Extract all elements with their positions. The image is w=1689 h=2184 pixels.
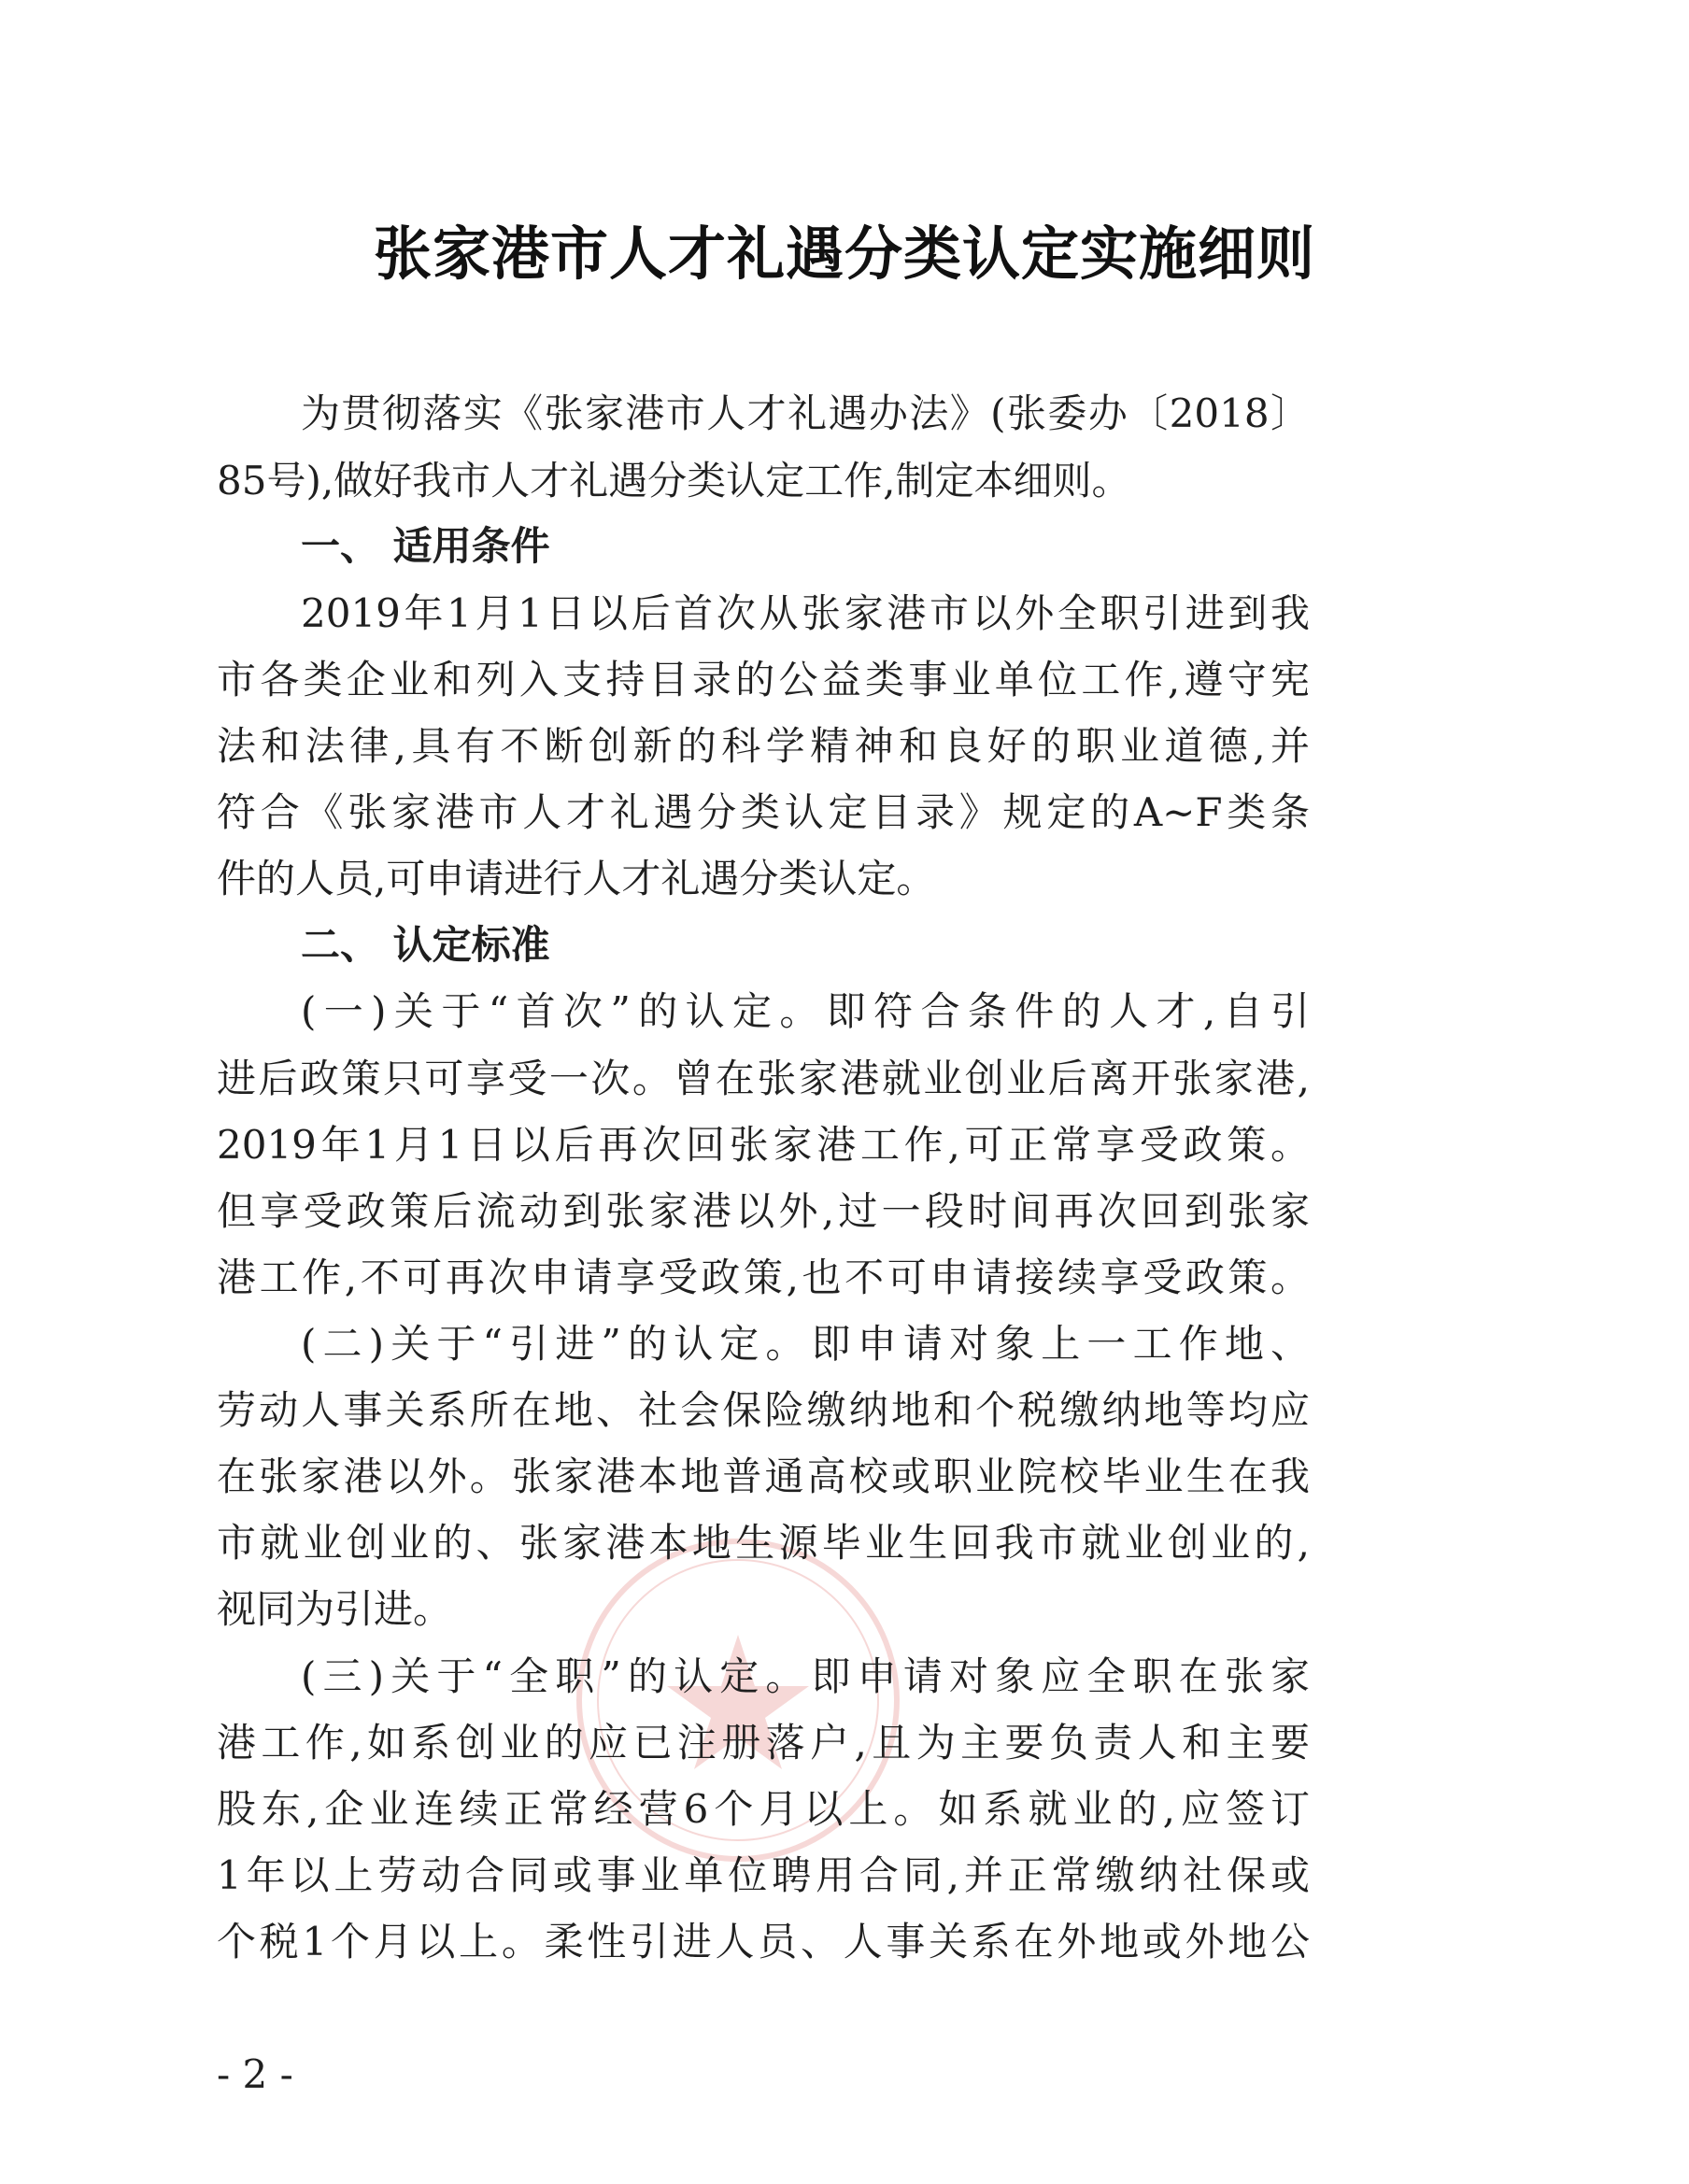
paragraph-line: 进后政策只可享受一次。曾在张家港就业创业后离开张家港, bbox=[217, 1056, 1310, 1101]
paragraph-line: 在张家港以外。张家港本地普通高校或职业院校毕业生在我 bbox=[217, 1454, 1310, 1499]
document-title: 张家港市人才礼遇分类认定实施细则 bbox=[373, 220, 1315, 288]
paragraph-line: 法和法律,具有不断创新的科学精神和良好的职业道德,并 bbox=[217, 723, 1310, 769]
paragraph-line: 1年以上劳动合同或事业单位聘用合同,并正常缴纳社保或 bbox=[217, 1852, 1310, 1898]
section-heading: 二、 认定标准 bbox=[301, 922, 550, 968]
paragraph-line: 劳动人事关系所在地、社会保险缴纳地和个税缴纳地等均应 bbox=[217, 1387, 1310, 1433]
paragraph-line: (三)关于“全职”的认定。即申请对象应全职在张家 bbox=[301, 1653, 1310, 1699]
paragraph-line: (一)关于“首次”的认定。即符合条件的人才,自引 bbox=[301, 988, 1310, 1034]
paragraph-line: 市就业创业的、张家港本地生源毕业生回我市就业创业的, bbox=[217, 1520, 1310, 1566]
paragraph-line: 2019年1月1日以后首次从张家港市以外全职引进到我 bbox=[301, 590, 1310, 636]
paragraph-line: 但享受政策后流动到张家港以外,过一段时间再次回到张家 bbox=[217, 1188, 1310, 1234]
paragraph-line: 视同为引进。 bbox=[217, 1586, 453, 1632]
paragraph-line: 个税1个月以上。柔性引进人员、人事关系在外地或外地公 bbox=[217, 1919, 1310, 1964]
paragraph-line: 2019年1月1日以后再次回张家港工作,可正常享受政策。 bbox=[217, 1122, 1310, 1168]
page-number: - 2 - bbox=[217, 2051, 293, 2097]
paragraph-line: 港工作,如系创业的应已注册落户,且为主要负责人和主要 bbox=[217, 1720, 1310, 1766]
paragraph-line: 港工作,不可再次申请享受政策,也不可申请接续享受政策。 bbox=[217, 1255, 1310, 1300]
section-heading: 一、 适用条件 bbox=[301, 523, 550, 569]
paragraph-line: 件的人员,可申请进行人才礼遇分类认定。 bbox=[217, 856, 936, 901]
paragraph-line: 为贯彻落实《张家港市人才礼遇办法》(张委办〔2018〕 bbox=[301, 390, 1310, 436]
paragraph-line: 85号),做好我市人才礼遇分类认定工作,制定本细则。 bbox=[217, 458, 1131, 503]
paragraph-line: 市各类企业和列入支持目录的公益类事业单位工作,遵守宪 bbox=[217, 657, 1310, 702]
paragraph-line: 符合《张家港市人才礼遇分类认定目录》规定的A~F类条 bbox=[217, 789, 1310, 835]
paragraph-line: 股东,企业连续正常经营6个月以上。如系就业的,应签订 bbox=[217, 1786, 1310, 1832]
paragraph-line: (二)关于“引进”的认定。即申请对象上一工作地、 bbox=[301, 1321, 1310, 1367]
